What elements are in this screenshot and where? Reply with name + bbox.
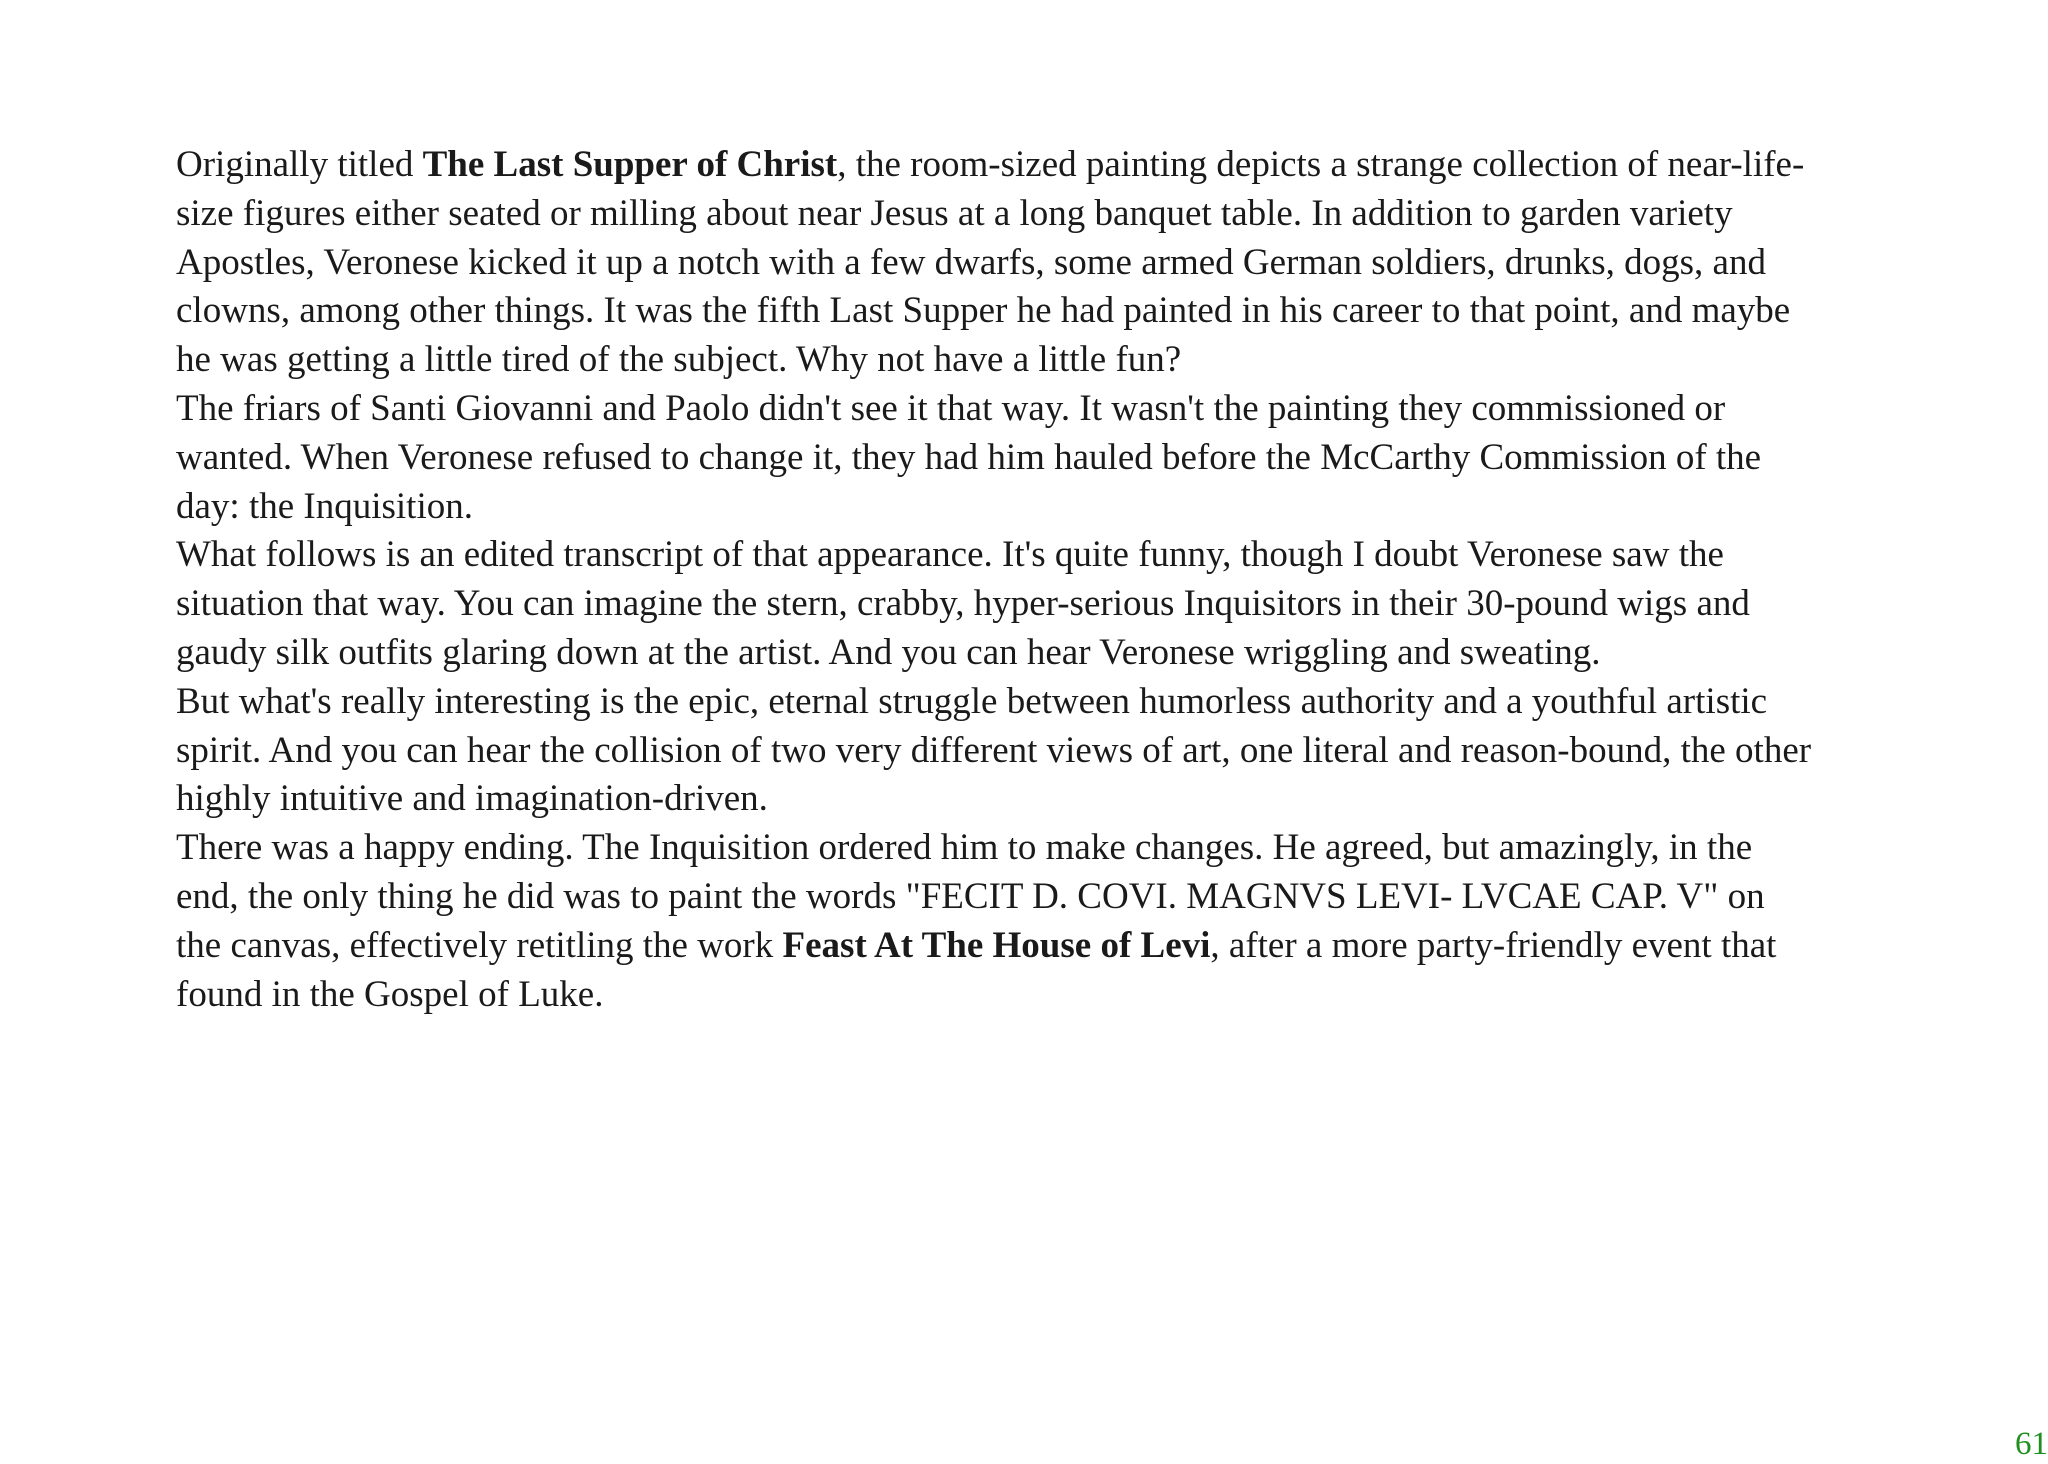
paragraph-1 [176, 141, 1816, 385]
paragraph-4 [176, 678, 1816, 824]
body-text [176, 141, 1816, 1019]
page-number: 61 [2015, 1426, 2048, 1462]
paragraph-4-text: But what's really interesting is the epic, eternal struggle between humorless authority and a youthful artistic spirit. And you can hear the collision of two very different views of art, one literal and reason-bound, the other highly intuitive and imagination-driven. [176, 680, 1812, 820]
paragraph-1-text-2: , the room-sized painting depicts a strange collection of near-life-size figures either seated or milling about near Jesus at a long banquet table. In addition to garden variety Apostles, Veronese kicked it up a notch with a few dwarfs, some armed German soldiers, drunks, dogs, and clowns, among other things. It was the fifth Last Supper he had painted in his career to that point, and maybe he was getting a little tired of the subject. Why not have a little fun? [176, 144, 1805, 381]
paragraph-5 [176, 824, 1816, 1019]
painting-title-new: Feast At The House of Levi [782, 924, 1211, 966]
painting-title-original: The Last Supper of Christ [422, 144, 838, 185]
paragraph-1-text-1: Originally titled [176, 144, 423, 185]
paragraph-2 [176, 385, 1816, 531]
paragraph-2-text: The friars of Santi Giovanni and Paolo didn't see it that way. It wasn't the painting they commissioned or wanted. When Veronese refused to change it, they had him hauled before the McCarthy Commission of the day: the Inquisition. [176, 387, 1762, 527]
paragraph-3-text: What follows is an edited transcript of that appearance. It's quite funny, though I doubt Veronese saw the situation that way. You can imagine the stern, crabby, hyper-serious Inquisitors in their 30-pound wigs and gaudy silk outfits glaring down at the artist. And you can hear Veronese wriggling and sweating. [176, 534, 1750, 673]
paragraph-3 [176, 531, 1816, 677]
paragraph-5-text-2: , after a more party-friendly event that found in the Gospel of Luke. [176, 924, 1777, 1015]
paragraph-5-text-1: There was a happy ending. The Inquisition ordered him to make changes. He agreed, but amazingly, in the end, the only thing he did was to paint the words "FECIT D. COVI. MAGNVS LEVI- LVCAE CAP. V" on the canvas, effectively retitling the work [176, 827, 1765, 966]
